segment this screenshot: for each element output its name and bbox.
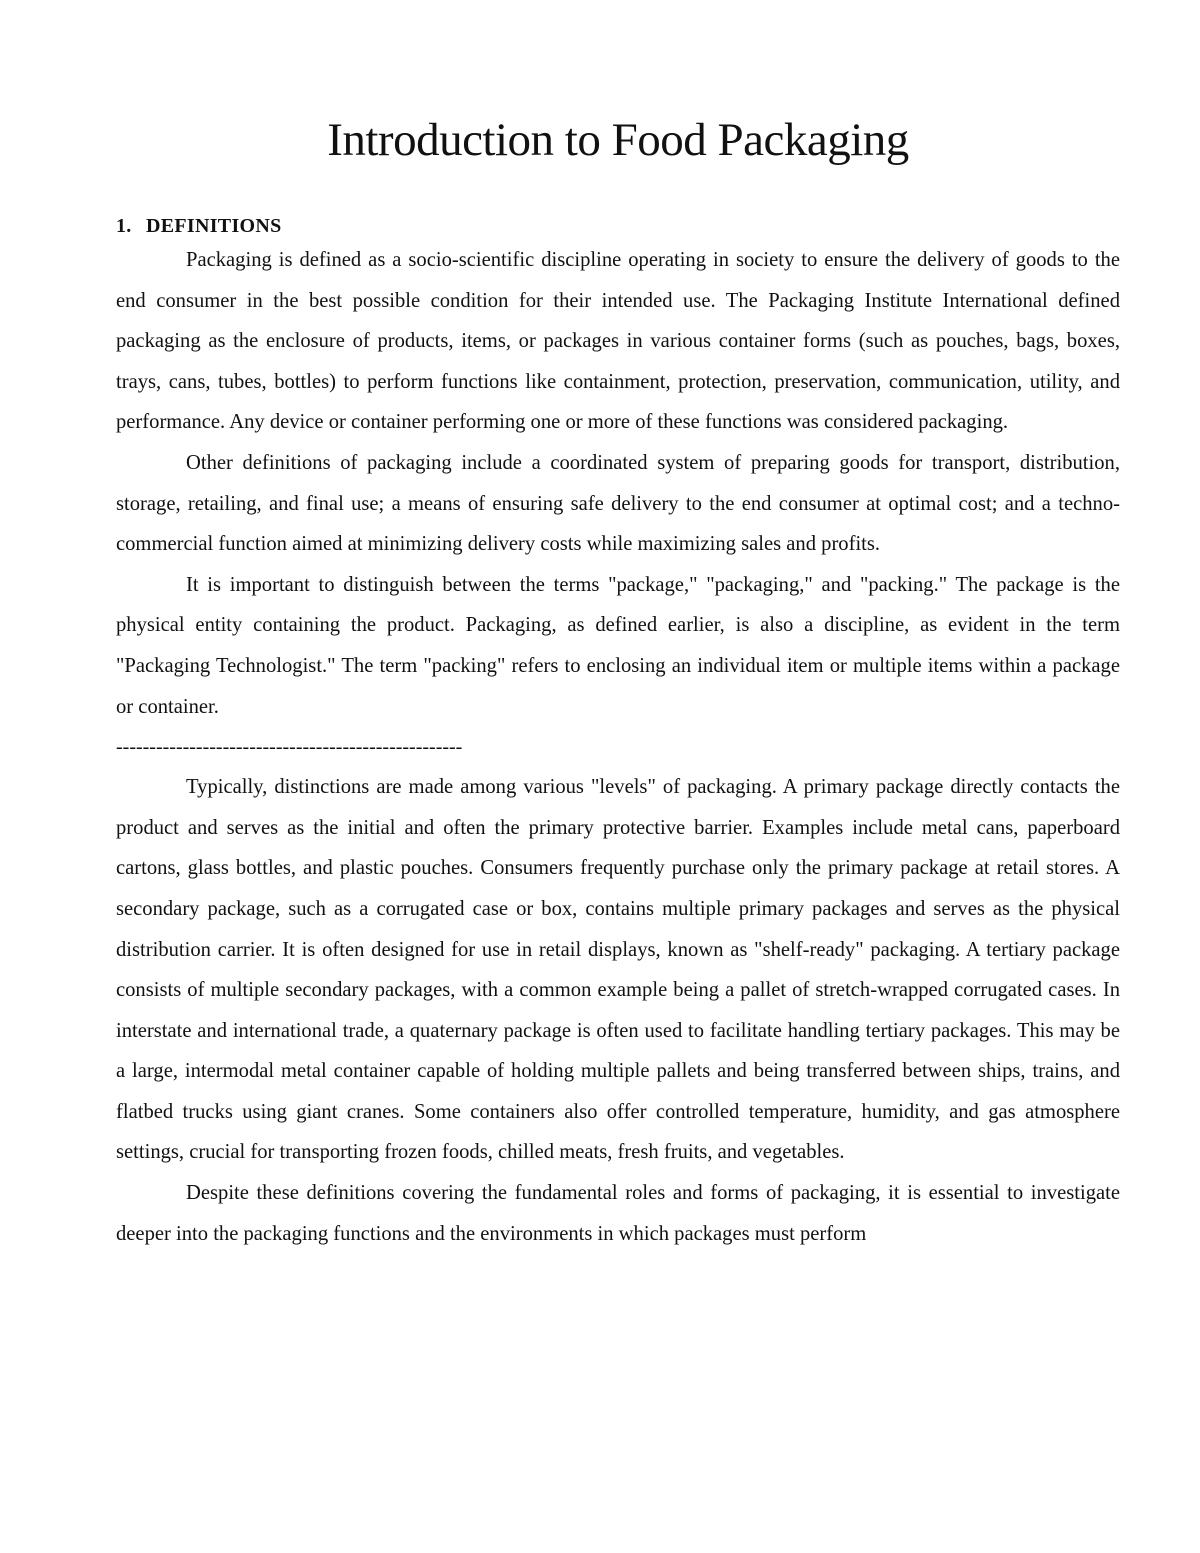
paragraph-functions-intro: Despite these definitions covering the fundamental roles and forms of packaging, it is essential to investigate deeper into the packaging functions and the environments in which packages must perform [116, 1182, 1120, 1245]
dashed-divider: ---------------------------------------------------- [116, 736, 463, 759]
document-page [116, 110, 1120, 1254]
section-heading [116, 212, 1120, 240]
paragraph-definition: Packaging is defined as a socio-scientific discipline operating in society to ensure the delivery of goods to the end consumer in the best possible condition for their intended use. The Packaging Institute International defined packaging as the enclosure of products, items, or packages in various container forms (such as pouches, bags, boxes, trays, cans, tubes, bottles) to perform functions like containment, protection, preservation, communication, utility, and performance. Any device or container performing one or more of these functions was considered packaging. [116, 249, 1120, 434]
document-title: Introduction to Food Packaging [327, 114, 909, 166]
section-number: 1. [116, 215, 132, 237]
paragraph-other-definitions: Other definitions of packaging include a coordinated system of preparing goods for transport, distribution, storage, retailing, and final use; a means of ensuring safe delivery to the end consumer at optimal cost; and a techno-commercial function aimed at minimizing delivery costs while maximizing sales and profits. [116, 451, 1120, 556]
section-heading-text: DEFINITIONS [146, 215, 282, 237]
paragraph-packaging-levels: Typically, distinctions are made among various "levels" of packaging. A primary package directly contacts the product and serves as the initial and often the primary protective barrier. Examples include metal cans, paperboard cartons, glass bottles, and plastic pouches. Consumers frequently purchase only the primary package at retail stores. A secondary package, such as a corrugated case or box, contains multiple primary packages and serves as the physical distribution carrier. It is often designed for use in retail displays, known as "shelf-ready" packaging. A tertiary package consists of multiple secondary packages, with a common example being a pallet of stretch-wrapped corrugated cases. In interstate and international trade, a quaternary package is often used to facilitate handling tertiary packages. This may be a large, intermodal metal container capable of holding multiple pallets and being transferred between ships, trains, and flatbed trucks using giant cranes. Some containers also offer controlled temperature, humidity, and gas atmosphere settings, crucial for transporting frozen foods, chilled meats, fresh fruits, and vegetables. [116, 776, 1120, 1164]
paragraph-terms-distinction: It is important to distinguish between the terms "package," "packaging," and "packing." The package is the physical entity containing the product. Packaging, as defined earlier, is also a discipline, as evident in the term "Packaging Technologist." The term "packing" refers to enclosing an individual item or multiple items within a package or container. [116, 573, 1120, 718]
